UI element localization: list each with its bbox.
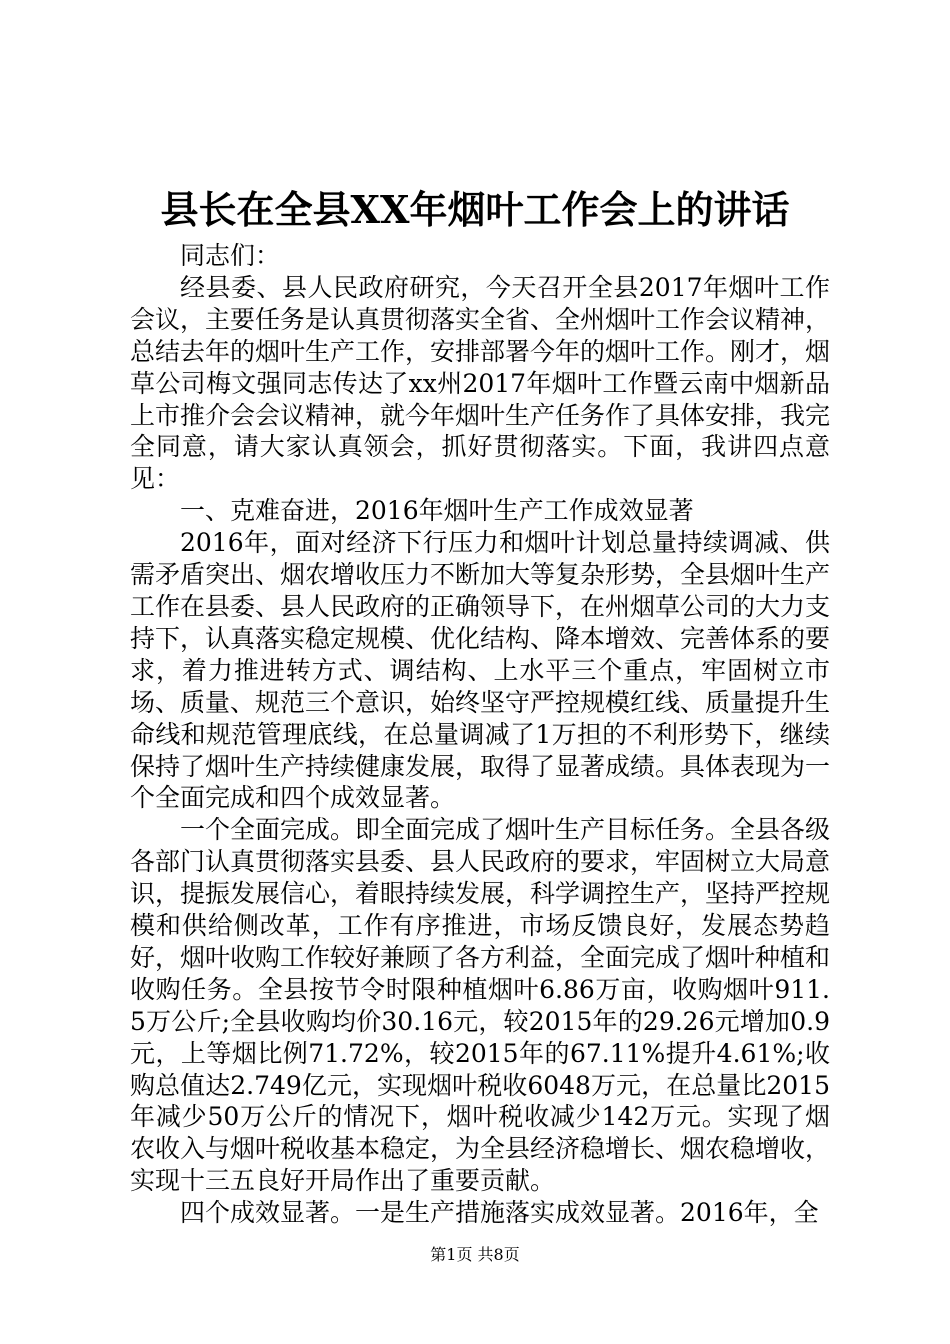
- document-title: 县长在全县XX年烟叶工作会上的讲话: [160, 187, 790, 232]
- section-heading: 一、克难奋进，2016年烟叶生产工作成效显著: [180, 496, 694, 526]
- page-number-footer: 第1页 共8页: [430, 1245, 520, 1264]
- paragraph-effects: 四个成效显著。一是生产措施落实成效显著。2016年，全: [180, 1198, 819, 1228]
- salutation: 同志们：: [180, 241, 281, 270]
- paragraph-intro: 经县委、县人民政府研究，今天召开全县2017年烟叶工作会议，主要任务是认真贯彻落实全省、全州烟叶工作会议精神，总结去年的烟叶生产工作，安排部署今年的烟叶工作。刚才，烟草公司梅文强同志传达了xx州2017年烟叶工作暨云南中烟新品上市推介会会议精神，就今年烟叶生产任务作了具体安排，我完全同意，请大家认真领会，抓好贯彻落实。下面，我讲四点意见：: [130, 272, 831, 494]
- paragraph-complete: 一个全面完成。即全面完成了烟叶生产目标任务。全县各级各部门认真贯彻落实县委、县人民政府的要求，牢固树立大局意识，提振发展信心，着眼持续发展，科学调控生产，坚持严控规模和供给侧改革，工作有序推进，市场反馈良好，发展态势趋好，烟叶收购工作较好兼顾了各方利益，全面完成了烟叶种植和收购任务。全县按节令时限种植烟叶6.86万亩，收购烟叶911.5万公斤;全县收购均价30.16元，较2015年的29.26元增加0.9元，上等烟比例71.72%，较2015年的67.11%提升4.61%;收购总值达2.749亿元，实现烟叶税收6048万元，在总量比2015年减少50万公斤的情况下，烟叶税收减少142万元。实现了烟农收入与烟叶税收基本稳定，为全县经济稳增长、烟农稳增收，实现十三五良好开局作出了重要贡献。: [130, 815, 831, 1196]
- paragraph-overview: 2016年，面对经济下行压力和烟叶计划总量持续调减、供需矛盾突出、烟农增收压力不断加大等复杂形势，全县烟叶生产工作在县委、县人民政府的正确领导下，在州烟草公司的大力支持下，认真落实稳定规模、优化结构、降本增效、完善体系的要求，着力推进转方式、调结构、上水平三个重点，牢固树立市场、质量、规范三个意识，始终坚守严控规模红线、质量提升生命线和规范管理底线，在总量调减了1万担的不利形势下，继续保持了烟叶生产持续健康发展，取得了显著成绩。具体表现为一个全面完成和四个成效显著。: [130, 528, 831, 813]
- document-body: [130, 240, 830, 1229]
